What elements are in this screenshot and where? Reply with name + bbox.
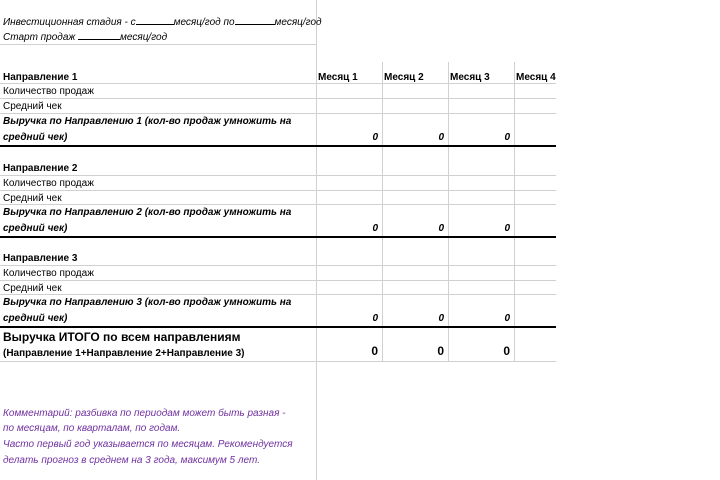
comment-line-2: по месяцам, по кварталам, по годам. <box>3 423 181 434</box>
grid-col-line <box>514 62 515 362</box>
grid-row-line <box>0 280 556 281</box>
grid-row-line <box>0 98 556 99</box>
direction-1-month-1-value[interactable]: 0 <box>372 132 378 143</box>
total-month-2-value[interactable]: 0 <box>437 344 444 358</box>
sales-start-line <box>3 30 167 44</box>
end-date-blank[interactable] <box>235 15 275 25</box>
direction-2-qty-label: Количество продаж <box>3 178 94 189</box>
direction-3-avg-label: Средний чек <box>3 283 62 294</box>
investment-stage-label: Инвестиционная стадия - с <box>3 17 136 28</box>
grid-row-line <box>0 190 556 191</box>
grid-col-line <box>382 62 383 362</box>
direction-2-bottom-border <box>0 236 556 238</box>
direction-2-revenue-label: Выручка по Направлению 2 (кол-во продаж умножить на <box>3 207 292 218</box>
direction-1-avg-label: Средний чек <box>3 101 62 112</box>
investment-stage-line <box>3 15 322 29</box>
sales-start-suffix: месяц/год <box>120 32 168 43</box>
direction-3-month-2-value[interactable]: 0 <box>438 313 444 324</box>
direction-2-month-1-value[interactable]: 0 <box>372 223 378 234</box>
direction-1-month-3-value[interactable]: 0 <box>504 132 510 143</box>
direction-2-month-2-value[interactable]: 0 <box>438 223 444 234</box>
direction-3-bottom-border <box>0 326 556 328</box>
comment-line-1: Комментарий: разбивка по периодам может быть разная - <box>3 408 286 419</box>
investment-stage-mid-label: месяц/год по <box>173 17 235 28</box>
direction-1-title: Направление 1 <box>3 72 78 83</box>
direction-2-avg-label: Средний чек <box>3 193 62 204</box>
month-header-3: Месяц 3 <box>450 72 490 83</box>
comment-line-4: делать прогноз в среднем на 3 года, максимум 5 лет. <box>3 455 260 466</box>
grid-row-line <box>0 113 556 114</box>
comment-line-3: Часто первый год указывается по месяцам. Рекомендуется <box>3 439 293 450</box>
grid-row-line <box>0 204 556 205</box>
direction-2-revenue-label-cont: средний чек) <box>3 223 68 234</box>
grid-row-line <box>0 265 556 266</box>
direction-3-title: Направление 3 <box>3 253 78 264</box>
grid-row-line <box>0 361 556 362</box>
sales-start-label: Старт продаж <box>3 32 76 43</box>
month-header-4: Месяц 4 <box>516 72 556 83</box>
total-month-3-value[interactable]: 0 <box>503 344 510 358</box>
direction-2-month-3-value[interactable]: 0 <box>504 223 510 234</box>
grid-col-line <box>448 62 449 362</box>
grid-row-line <box>0 83 556 84</box>
direction-3-month-1-value[interactable]: 0 <box>372 313 378 324</box>
total-title: Выручка ИТОГО по всем направлениям <box>3 330 241 344</box>
direction-3-qty-label: Количество продаж <box>3 268 94 279</box>
sales-start-blank[interactable] <box>78 30 120 40</box>
grid-row-line <box>0 175 556 176</box>
month-header-2: Месяц 2 <box>384 72 424 83</box>
direction-1-revenue-label-cont: средний чек) <box>3 132 68 143</box>
total-subtitle: (Направление 1+Направление 2+Направление 3) <box>3 348 245 359</box>
direction-3-month-3-value[interactable]: 0 <box>504 313 510 324</box>
direction-1-bottom-border <box>0 145 556 147</box>
direction-1-revenue-label: Выручка по Направлению 1 (кол-во продаж умножить на <box>3 116 292 127</box>
grid-col-line <box>316 0 317 480</box>
direction-3-revenue-label-cont: средний чек) <box>3 313 68 324</box>
investment-stage-end-label: месяц/год <box>274 17 322 28</box>
direction-2-title: Направление 2 <box>3 163 78 174</box>
total-month-1-value[interactable]: 0 <box>371 344 378 358</box>
grid-row-line <box>0 44 316 45</box>
month-header-1: Месяц 1 <box>318 72 358 83</box>
start-date-blank[interactable] <box>136 15 174 25</box>
direction-1-qty-label: Количество продаж <box>3 86 94 97</box>
direction-3-revenue-label: Выручка по Направлению 3 (кол-во продаж умножить на <box>3 297 292 308</box>
direction-1-month-2-value[interactable]: 0 <box>438 132 444 143</box>
grid-row-line <box>0 294 556 295</box>
